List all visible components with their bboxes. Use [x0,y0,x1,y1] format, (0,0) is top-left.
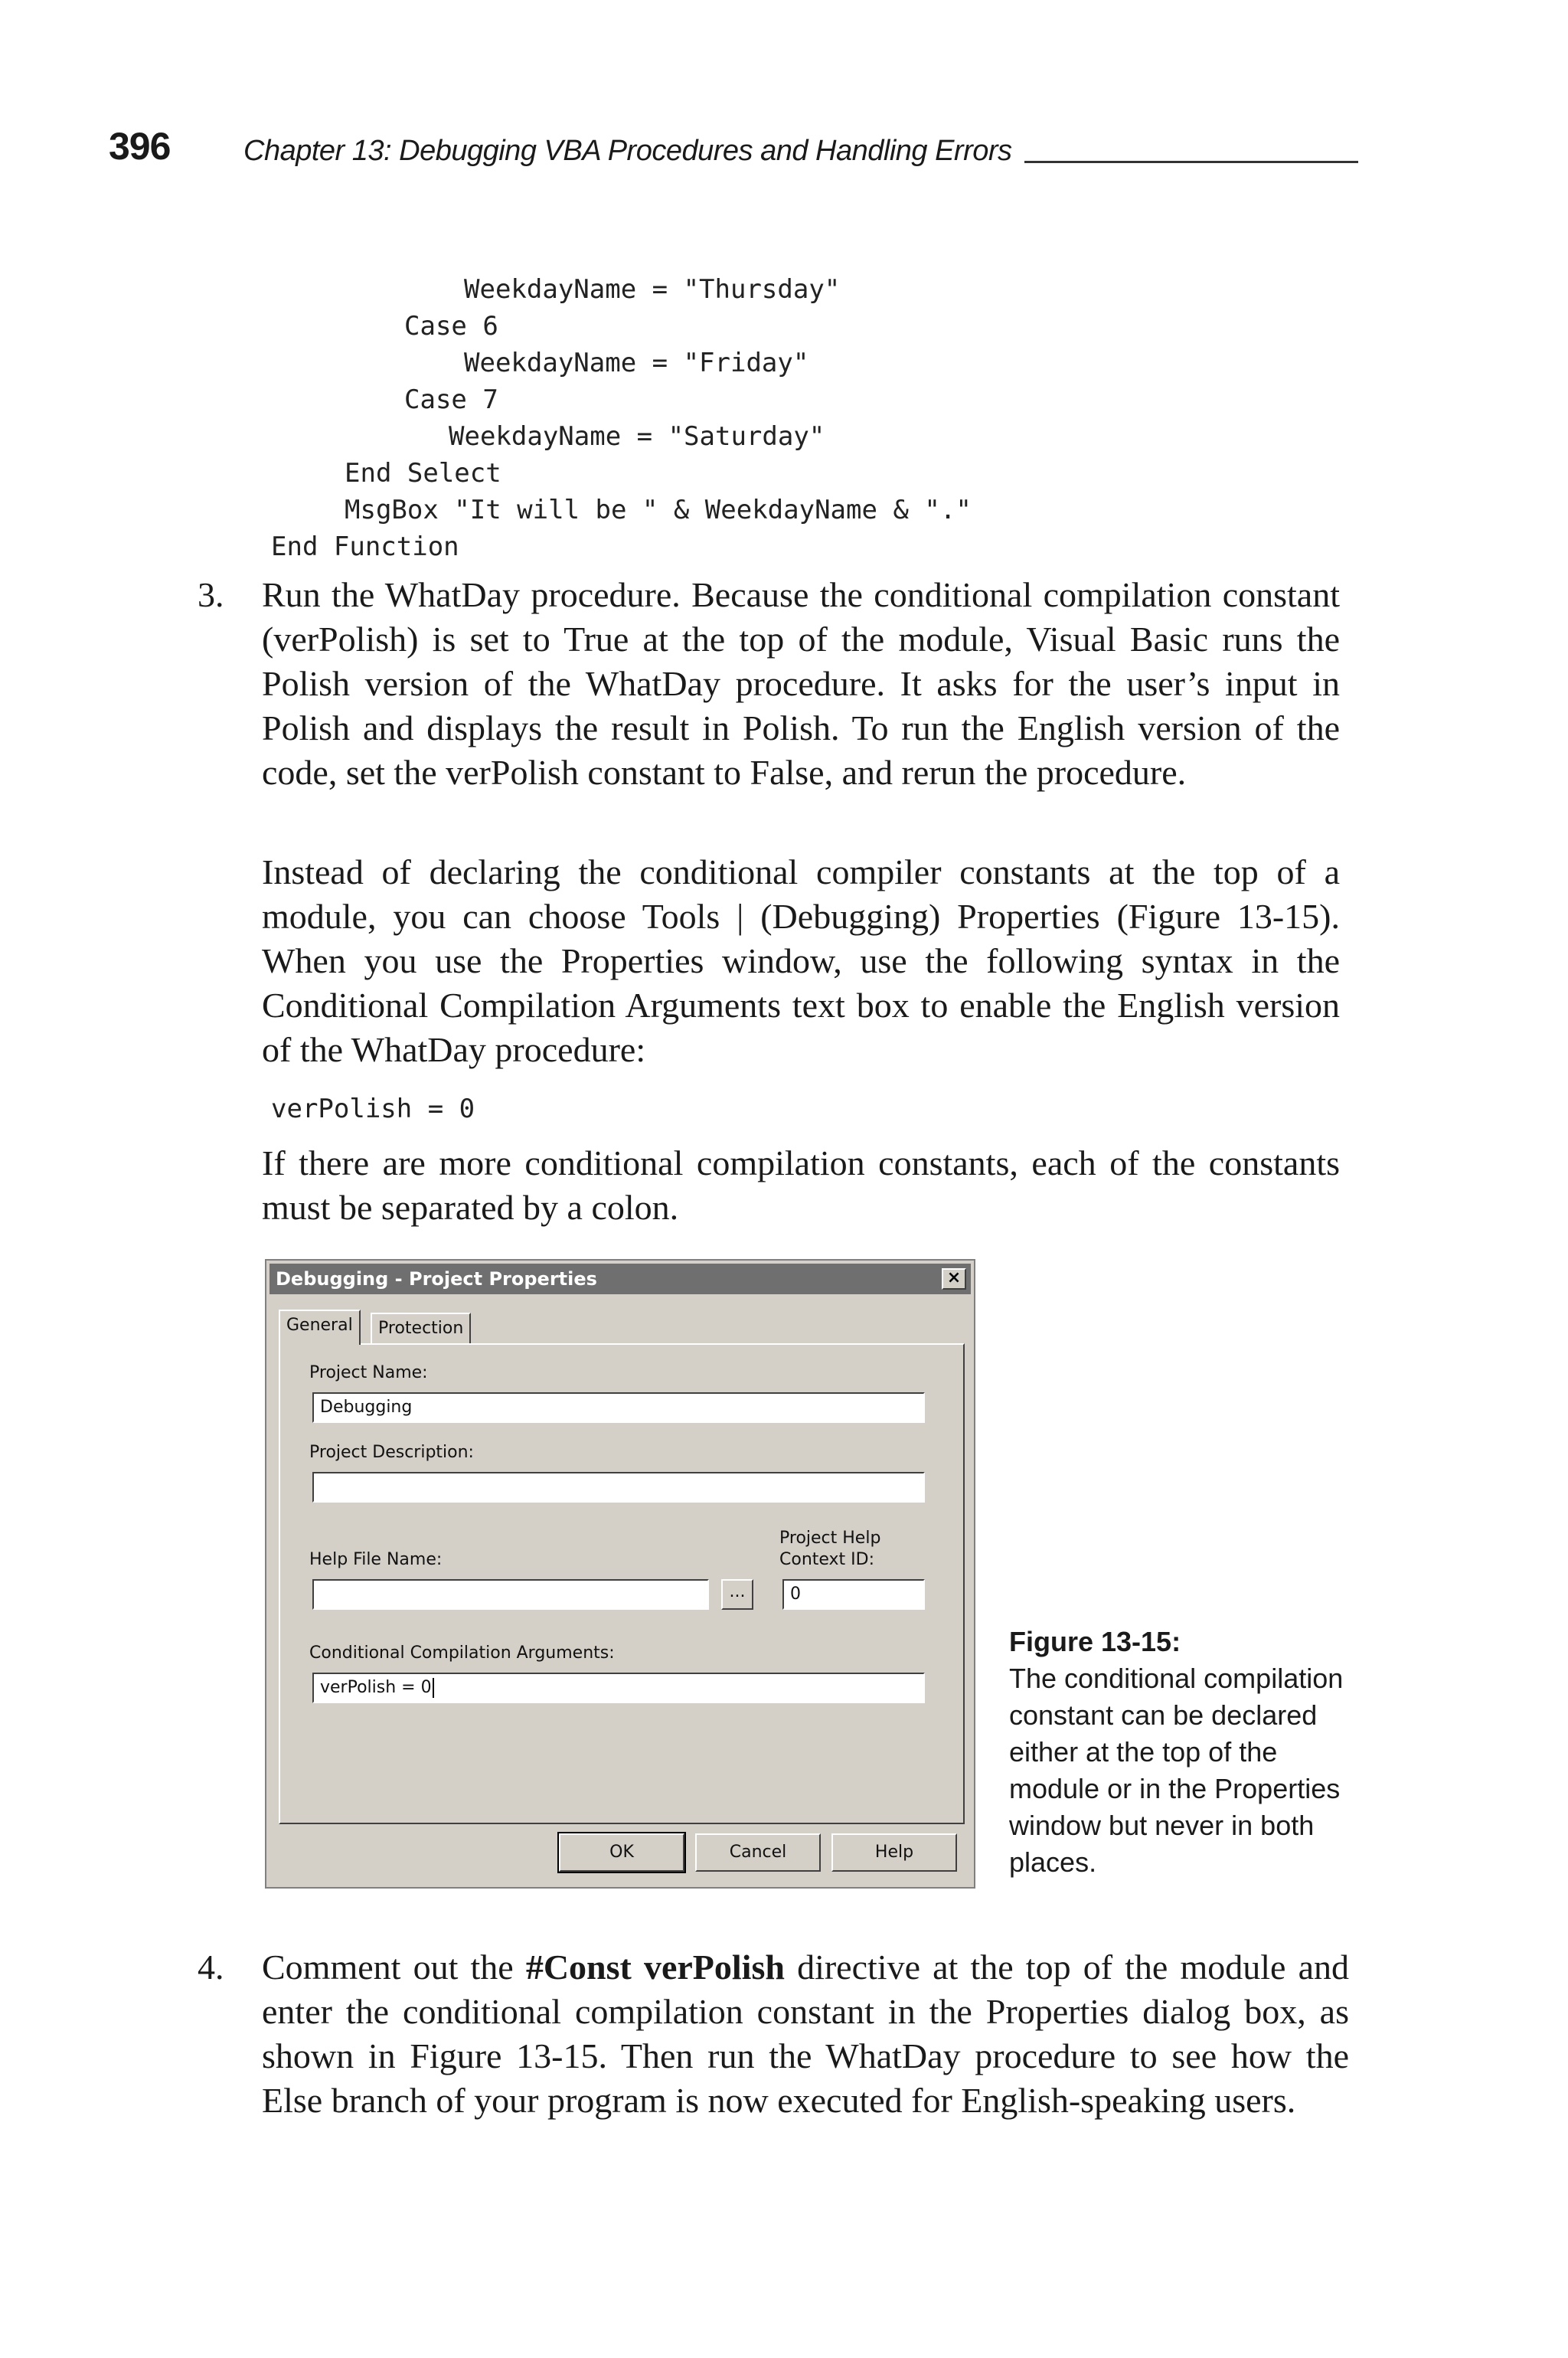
step-number: 3. [198,575,224,614]
figure-caption-line: window but never in both [1009,1810,1315,1841]
help-file-label: Help File Name: [309,1550,443,1569]
conditional-args-value: verPolish = 0 [320,1678,432,1697]
help-context-label: Context ID: [779,1550,875,1569]
header-rule [1024,161,1358,163]
code-line: WeekdayName = "Thursday" [464,274,841,305]
project-description-input[interactable] [312,1472,925,1503]
code-line: End Select [345,458,501,489]
running-header: Chapter 13: Debugging VBA Procedures and Handling Errors [243,135,1012,167]
general-tab-panel [279,1343,965,1824]
figure-caption-line: The conditional compilation [1009,1663,1344,1694]
help-context-label: Project Help [779,1529,881,1548]
code-line: WeekdayName = "Saturday" [449,421,825,452]
code-line: End Function [271,531,459,562]
dialog-titlebar [270,1264,971,1294]
step-text [262,1945,1349,2123]
figure-caption-line: places. [1009,1846,1097,1878]
close-icon[interactable]: × [942,1268,966,1290]
conditional-args-input[interactable] [312,1673,925,1703]
code-snippet: verPolish = 0 [271,1094,475,1124]
ok-button[interactable]: OK [559,1833,684,1872]
help-button[interactable]: Help [831,1833,957,1872]
project-name-input[interactable]: Debugging [312,1392,925,1423]
figure-caption-line: either at the top of the [1009,1736,1278,1768]
page-number: 396 [109,125,171,168]
step-number: 4. [198,1948,224,1987]
paragraph-colon-note: If there are more conditional compilation constants, each of the constants must be separated by a colon. [262,1143,1340,1227]
step-text-code: #Const verPolish [525,1948,785,1987]
figure-caption-title: Figure 13-15: [1009,1626,1181,1657]
project-name-label: Project Name: [309,1363,428,1382]
help-file-input[interactable] [312,1579,709,1610]
tab-protection[interactable]: Protection [371,1313,471,1345]
step-text-part: Comment out the [262,1948,526,1987]
project-description-label: Project Description: [309,1443,474,1462]
help-context-id-input[interactable]: 0 [782,1579,925,1610]
code-line: Case 6 [404,311,498,342]
code-line: MsgBox "It will be " & WeekdayName & "." [345,495,972,525]
step-text: Run the WhatDay procedure. Because the conditional compilation constant (verPolish) is set to True at the top of the module, Visual Basic runs the Polish version of the WhatDay procedure. It asks for the user’s input in Polish and displays the result in Polish. To run the English version of the code, set the verPolish constant to False, and rerun the procedure. [262,575,1340,792]
step-text-part: directive at the top of the module and enter the conditional compilation constant in the Properties dialog box, as shown in Figure 13-15. Then run the WhatDay procedure to see how the Else branch of your program is now executed for English-speaking users. [262,1948,1350,2120]
project-properties-dialog [265,1259,975,1889]
code-line: Case 7 [404,384,498,415]
figure-caption-line: module or in the Properties [1009,1773,1341,1804]
figure-caption-line: constant can be declared [1009,1699,1318,1731]
figure-caption [1009,1624,1369,1881]
conditional-args-label: Conditional Compilation Arguments: [309,1643,615,1663]
browse-help-file-button[interactable]: ... [721,1579,753,1610]
text-cursor [433,1678,434,1698]
tab-general[interactable]: General [279,1310,361,1345]
paragraph-properties: Instead of declaring the conditional compiler constants at the top of a module, you can choose Tools | (Debugging) Properties (Figure 13-15). When you use the Properties window, use the following syntax in the Conditional Compilation Arguments text box to enable the English version of the WhatDay procedure: [262,852,1340,1069]
dialog-title: Debugging - Project Properties [276,1268,597,1290]
code-line: WeekdayName = "Friday" [464,348,809,378]
cancel-button[interactable]: Cancel [695,1833,821,1872]
